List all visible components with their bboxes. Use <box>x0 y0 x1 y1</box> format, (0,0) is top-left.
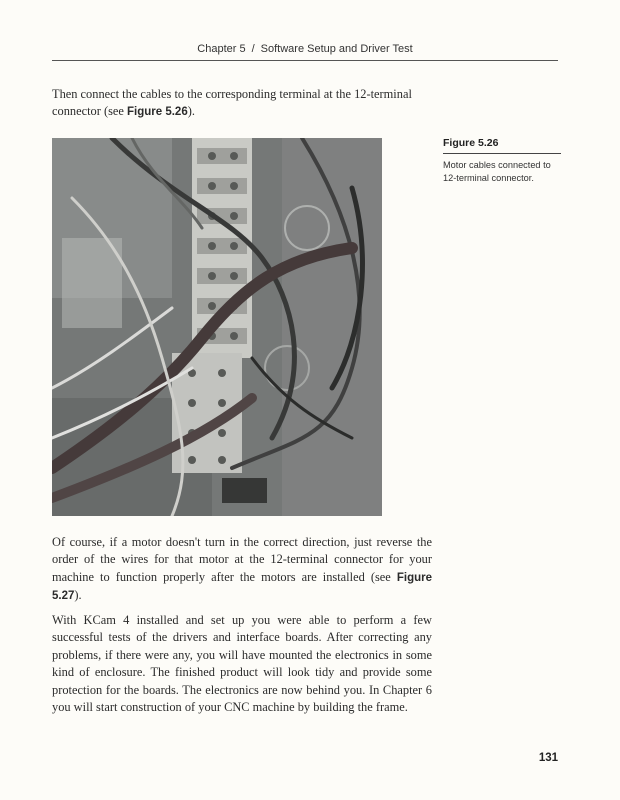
p2-text: Of course, if a motor doesn't turn in the correct direction, just reverse the order of the wires for that motor at the 12-terminal connector for your machine to function properly after the motors are installed (see <box>52 535 432 584</box>
paragraph-motor-direction <box>52 534 432 606</box>
p2-end: ). <box>74 588 82 603</box>
page-number: 131 <box>538 752 558 764</box>
header-separator: / <box>251 43 255 55</box>
paragraph-connect-cables <box>52 86 432 122</box>
paragraph-kcam-summary: With KCam 4 installed and set up you were able to perform a few successful tests of the drivers and interface boards. After correcting any problems, if there were any, you will have mounted the electronics in some kind of enclosure. The finished product will look tidy and provide some protection for the boards. The electronics are now behind you. In Chapter 6 you will start construction of your CNC machine by building the frame. <box>52 613 432 715</box>
running-header <box>52 42 558 61</box>
p1-end: ). <box>187 104 195 119</box>
header-title: Software Setup and Driver Test <box>260 43 413 55</box>
figure-photo-motor-cables <box>52 138 382 516</box>
header-chapter: Chapter 5 <box>197 43 246 55</box>
figure-caption <box>443 137 561 185</box>
p1-text: Then connect the cables to the corresponding terminal at the 12-terminal connector (see <box>52 87 412 119</box>
figure-label: Figure 5.26 <box>443 137 561 154</box>
figure-ref-5-26: Figure 5.26 <box>127 106 188 119</box>
figure-ref-5-27: Figure 5.27 <box>52 571 432 603</box>
photo-illustration <box>52 138 382 516</box>
figure-caption-text: Motor cables connected to 12-terminal connector. <box>443 160 551 183</box>
